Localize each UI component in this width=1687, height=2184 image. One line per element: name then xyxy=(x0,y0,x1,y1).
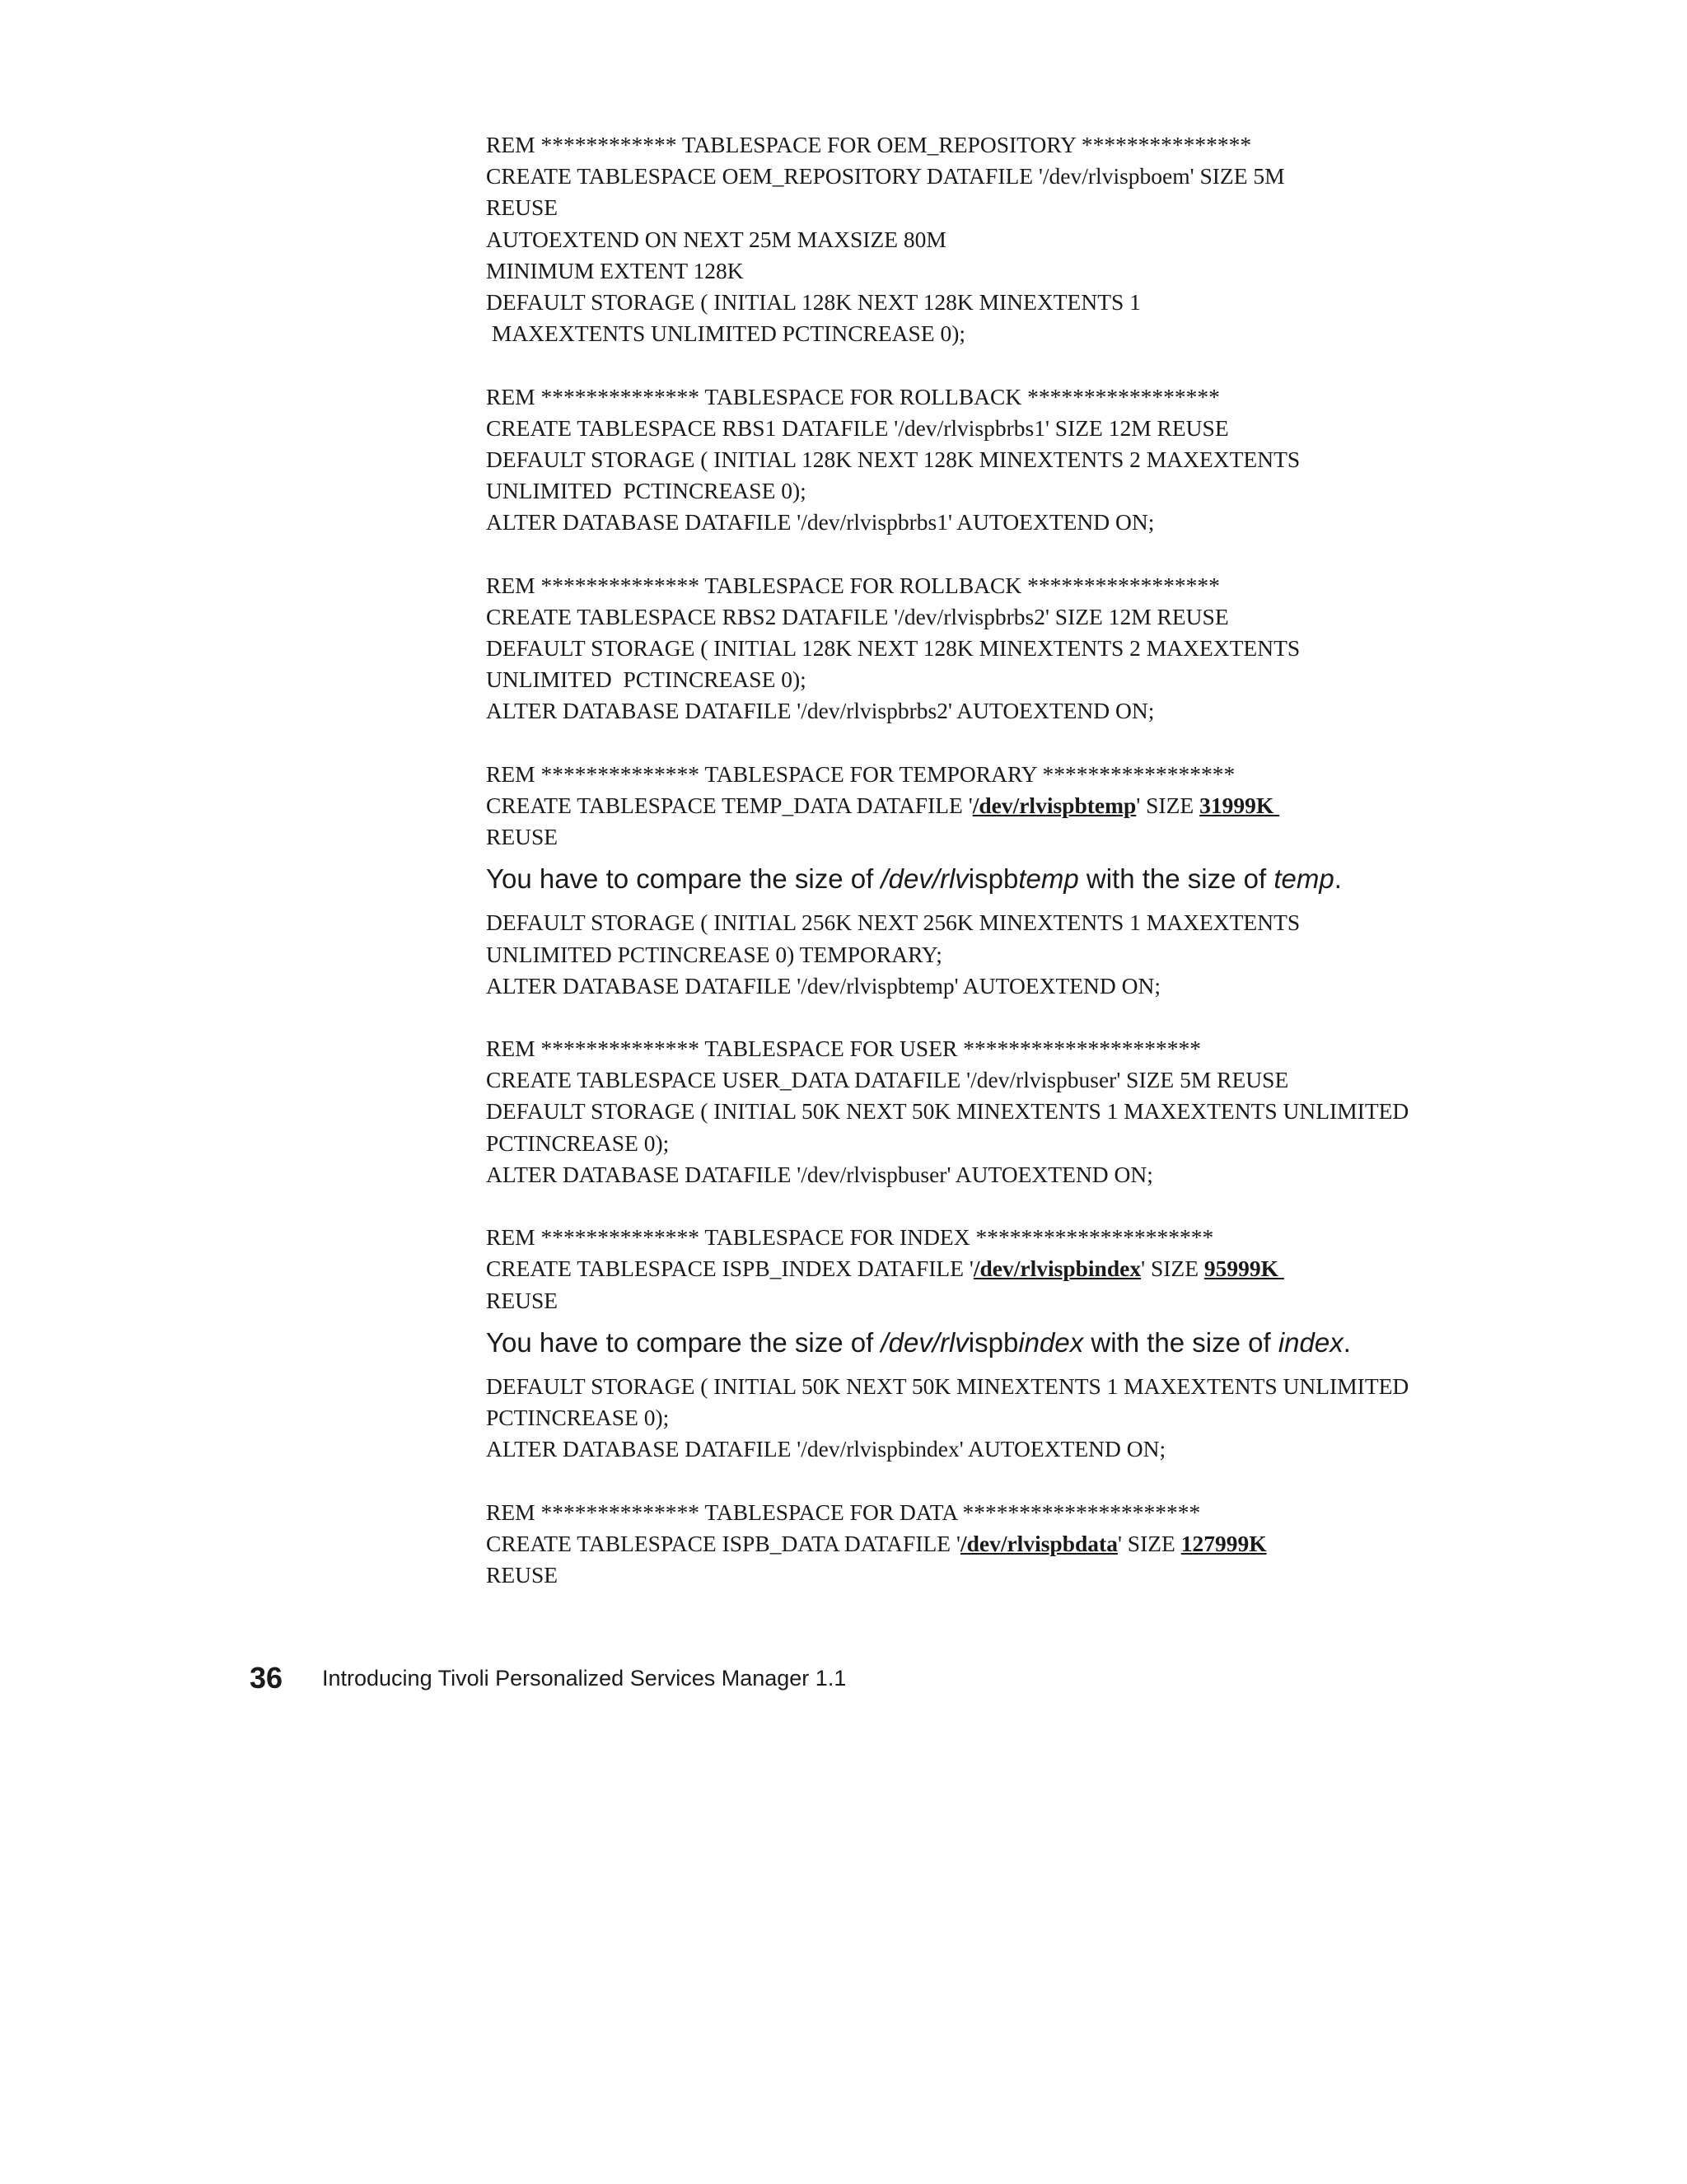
highlighted-value: 31999K xyxy=(1199,792,1280,818)
code-block xyxy=(486,907,1516,1002)
code-line xyxy=(486,601,1516,633)
code-line xyxy=(486,1560,1516,1591)
code-block xyxy=(486,1222,1516,1316)
code-text: CREATE TABLESPACE RBS1 DATAFILE '/dev/rlvispbrbs1' SIZE 12M REUSE xyxy=(486,414,1229,441)
code-line xyxy=(486,1433,1516,1465)
code-line xyxy=(486,939,1516,970)
code-block xyxy=(486,1371,1516,1466)
code-line xyxy=(486,664,1516,695)
code-text: CREATE TABLESPACE ISPB_DATA DATAFILE ' xyxy=(486,1530,960,1556)
note-text: /dev/rlv xyxy=(881,1326,969,1358)
code-block xyxy=(486,1497,1516,1592)
code-text: DEFAULT STORAGE ( INITIAL 50K NEXT 50K MINEXTENTS 1 MAXEXTENTS UNLIMITED xyxy=(486,1373,1409,1399)
code-text: UNLIMITED PCTINCREASE 0) TEMPORARY; xyxy=(486,941,942,967)
code-text: CREATE TABLESPACE TEMP_DATA DATAFILE ' xyxy=(486,792,973,818)
code-text: REUSE xyxy=(486,1287,558,1313)
book-title: Introducing Tivoli Personalized Services Manager 1.1 xyxy=(322,1666,847,1691)
note-text: with the size of xyxy=(1078,863,1274,895)
page-number: 36 xyxy=(250,1661,283,1695)
code-line xyxy=(486,129,1516,161)
code-line xyxy=(486,1253,1516,1284)
code-text: REM ************** TABLESPACE FOR INDEX ********************* xyxy=(486,1224,1214,1251)
code-text: CREATE TABLESPACE USER_DATA DATAFILE '/dev/rlvispbuser' SIZE 5M REUSE xyxy=(486,1067,1289,1093)
code-text: MINIMUM EXTENT 128K xyxy=(486,257,744,283)
note-text: index xyxy=(1018,1326,1084,1358)
code-text: ALTER DATABASE DATAFILE '/dev/rlvispbindex' AUTOEXTEND ON; xyxy=(486,1436,1166,1462)
code-line xyxy=(486,1371,1516,1402)
note-text: temp xyxy=(1273,863,1334,895)
code-text: REM ************ TABLESPACE FOR OEM_REPOSITORY *************** xyxy=(486,132,1252,157)
code-line xyxy=(486,1064,1516,1096)
code-line xyxy=(486,790,1516,821)
code-text: ALTER DATABASE DATAFILE '/dev/rlvispbtemp' AUTOEXTEND ON; xyxy=(486,972,1161,998)
code-line xyxy=(486,759,1516,790)
highlighted-value: 95999K xyxy=(1203,1256,1284,1282)
code-text: ' SIZE xyxy=(1117,1530,1181,1556)
code-text: REUSE xyxy=(486,194,558,221)
code-block xyxy=(486,759,1516,853)
code-line xyxy=(486,475,1516,507)
note-text: ispb xyxy=(968,1326,1019,1358)
highlighted-value: /dev/rlvispbdata xyxy=(960,1530,1118,1556)
code-text: ' SIZE xyxy=(1136,792,1200,818)
code-line xyxy=(486,1222,1516,1253)
code-text: REM ************** TABLESPACE FOR TEMPORARY ***************** xyxy=(486,760,1236,787)
code-block xyxy=(486,570,1516,727)
code-line xyxy=(486,1096,1516,1127)
code-line xyxy=(486,907,1516,938)
code-text: REM ************** TABLESPACE FOR ROLLBACK ***************** xyxy=(486,383,1220,409)
note-text: . xyxy=(1343,1326,1351,1358)
note-text: /dev/rlv xyxy=(881,863,969,895)
code-text: ALTER DATABASE DATAFILE '/dev/rlvispbrbs1' AUTOEXTEND ON; xyxy=(486,509,1155,535)
code-line xyxy=(486,161,1516,192)
code-line xyxy=(486,1402,1516,1433)
code-line xyxy=(486,633,1516,664)
highlighted-value: /dev/rlvispbindex xyxy=(973,1256,1142,1282)
code-text: CREATE TABLESPACE RBS2 DATAFILE '/dev/rlvispbrbs2' SIZE 12M REUSE xyxy=(486,603,1229,629)
code-line xyxy=(486,821,1516,853)
code-line xyxy=(486,507,1516,538)
note-text: index xyxy=(1278,1326,1344,1358)
code-line xyxy=(486,318,1516,349)
code-text: CREATE TABLESPACE OEM_REPOSITORY DATAFILE '/dev/rlvispboem' SIZE 5M xyxy=(486,163,1285,189)
code-line xyxy=(486,1497,1516,1528)
code-line xyxy=(486,444,1516,475)
code-line xyxy=(486,1285,1516,1316)
code-text: AUTOEXTEND ON NEXT 25M MAXSIZE 80M xyxy=(486,226,946,252)
sql-script-content xyxy=(486,129,1516,1622)
code-line xyxy=(486,970,1516,1002)
explanatory-note xyxy=(486,1326,1516,1359)
code-text: ALTER DATABASE DATAFILE '/dev/rlvispbrbs2' AUTOEXTEND ON; xyxy=(486,698,1155,724)
code-block xyxy=(486,129,1516,349)
code-line xyxy=(486,1033,1516,1064)
note-text: . xyxy=(1334,863,1342,895)
note-text: with the size of xyxy=(1083,1326,1278,1358)
code-block xyxy=(486,381,1516,539)
code-text: DEFAULT STORAGE ( INITIAL 128K NEXT 128K MINEXTENTS 1 xyxy=(486,288,1141,315)
code-text: REUSE xyxy=(486,1561,558,1588)
code-line xyxy=(486,695,1516,727)
code-text: MAXEXTENTS UNLIMITED PCTINCREASE 0); xyxy=(486,320,966,347)
code-text: ALTER DATABASE DATAFILE '/dev/rlvispbuser' AUTOEXTEND ON; xyxy=(486,1161,1153,1187)
code-line xyxy=(486,413,1516,444)
note-text: temp xyxy=(1018,863,1079,895)
code-text: REM ************** TABLESPACE FOR ROLLBACK ***************** xyxy=(486,572,1220,598)
code-line xyxy=(486,1528,1516,1560)
code-text: ' SIZE xyxy=(1141,1256,1204,1282)
highlighted-value: 127999K xyxy=(1180,1530,1267,1556)
code-text: DEFAULT STORAGE ( INITIAL 50K NEXT 50K MINEXTENTS 1 MAXEXTENTS UNLIMITED xyxy=(486,1098,1409,1125)
code-text: DEFAULT STORAGE ( INITIAL 128K NEXT 128K MINEXTENTS 2 MAXEXTENTS xyxy=(486,635,1301,661)
code-text: UNLIMITED PCTINCREASE 0); xyxy=(486,666,806,693)
code-line xyxy=(486,287,1516,318)
code-text: REM ************** TABLESPACE FOR USER ********************* xyxy=(486,1036,1201,1062)
note-text: ispb xyxy=(968,863,1019,895)
code-line xyxy=(486,224,1516,255)
code-text: CREATE TABLESPACE ISPB_INDEX DATAFILE ' xyxy=(486,1256,974,1282)
code-line xyxy=(486,570,1516,601)
code-text: PCTINCREASE 0); xyxy=(486,1129,670,1156)
code-text: DEFAULT STORAGE ( INITIAL 128K NEXT 128K MINEXTENTS 2 MAXEXTENTS xyxy=(486,446,1301,472)
code-text: UNLIMITED PCTINCREASE 0); xyxy=(486,478,806,504)
highlighted-value: /dev/rlvispbtemp xyxy=(972,792,1137,818)
code-block xyxy=(486,1033,1516,1190)
code-text: REM ************** TABLESPACE FOR DATA ********************* xyxy=(486,1499,1201,1525)
code-line xyxy=(486,255,1516,287)
code-text: PCTINCREASE 0); xyxy=(486,1404,670,1430)
code-line xyxy=(486,192,1516,223)
code-line xyxy=(486,1159,1516,1190)
note-text: You have to compare the size of xyxy=(486,863,881,895)
note-text: You have to compare the size of xyxy=(486,1326,881,1358)
code-text: REUSE xyxy=(486,824,558,850)
explanatory-note xyxy=(486,863,1516,896)
code-text: DEFAULT STORAGE ( INITIAL 256K NEXT 256K MINEXTENTS 1 MAXEXTENTS xyxy=(486,910,1301,936)
code-line xyxy=(486,1128,1516,1159)
code-line xyxy=(486,381,1516,413)
